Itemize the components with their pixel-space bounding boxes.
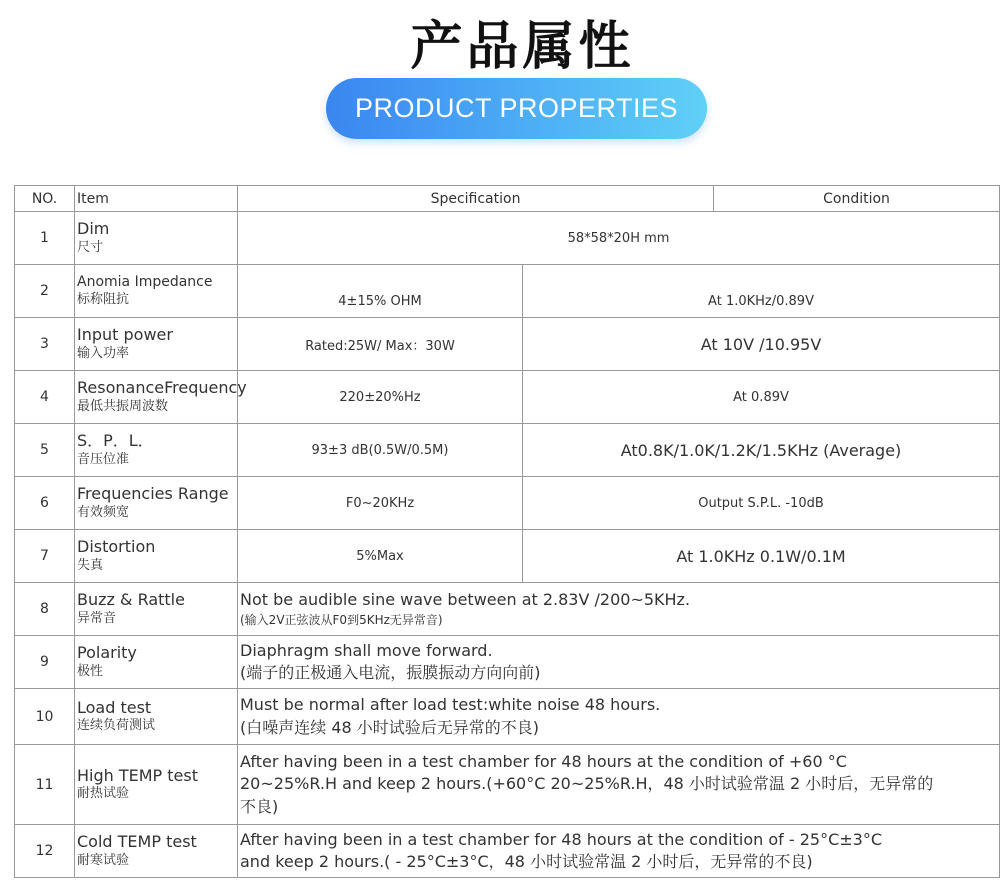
item-name-zh: 极性 (77, 663, 104, 679)
item-name-zh: 最低共振周波数 (77, 398, 169, 414)
item-cell (75, 583, 238, 636)
spec-line-mixed: and keep 2 hours.( - 25°C±3°C，48 小时试验常温 2 小时后，无异常的不良) (240, 852, 813, 871)
spec-line-zh: (输入2V正弦波从F0到5KHz无异常音) (240, 612, 443, 627)
spec-cell: 220±20%Hz (238, 371, 523, 424)
item-name-en: Buzz & Rattle (77, 590, 185, 610)
spec-cell: F0~20KHz (238, 477, 523, 530)
properties-table-container (14, 185, 999, 885)
item-name-zh: 音压位准 (77, 451, 130, 467)
spec-line-en: After having been in a test chamber for 48 hours at the condition of +60 °C (240, 751, 847, 771)
item-cell (75, 530, 238, 583)
table-row (15, 265, 1000, 318)
item-name-zh: 耐寒试验 (77, 852, 130, 868)
item-cell (75, 689, 238, 745)
table-row (15, 318, 1000, 371)
item-name-zh: 标称阻抗 (77, 291, 130, 307)
item-name-zh: 有效频宽 (77, 504, 130, 520)
item-name-zh: 失真 (77, 557, 104, 573)
row-number: 7 (15, 530, 75, 583)
item-cell (75, 825, 238, 878)
item-cell (75, 318, 238, 371)
spec-cell: 4±15% OHM (238, 265, 523, 318)
item-cell (75, 477, 238, 530)
item-cell (75, 212, 238, 265)
spec-description-cell (238, 689, 1000, 745)
table-row (15, 583, 1000, 636)
spec-description-cell (238, 745, 1000, 825)
table-row (15, 825, 1000, 878)
section-badge-label: PRODUCT PROPERTIES (354, 93, 679, 123)
item-name-en: Polarity (77, 643, 137, 663)
row-number: 9 (15, 636, 75, 689)
condition-cell: Output S.P.L. -10dB (523, 477, 1000, 530)
spec-line-zh: (端子的正极通入电流，振膜振动方向向前) (240, 663, 541, 682)
row-number: 2 (15, 265, 75, 318)
spec-description-cell (238, 636, 1000, 689)
row-number: 4 (15, 371, 75, 424)
table-row (15, 745, 1000, 825)
spec-cell: 93±3 dB(0.5W/0.5M) (238, 424, 523, 477)
item-name-zh: 异常音 (77, 610, 117, 626)
spec-line-en: After having been in a test chamber for 48 hours at the condition of - 25°C±3°C (240, 829, 883, 849)
condition-cell: At 1.0KHz 0.1W/0.1M (523, 530, 1000, 583)
table-row (15, 477, 1000, 530)
item-name-zh: 尺寸 (77, 239, 104, 255)
row-number: 3 (15, 318, 75, 371)
header-specification: Specification (238, 186, 714, 212)
item-cell (75, 371, 247, 424)
item-cell (75, 424, 238, 477)
header-no: NO. (15, 186, 75, 212)
table-header-row (15, 186, 1000, 212)
item-name-en: Input power (77, 325, 173, 345)
table-row (15, 636, 1000, 689)
spec-description-cell (238, 583, 1000, 636)
item-name-en: Distortion (77, 537, 156, 557)
item-name-en: Load test (77, 697, 152, 717)
row-number: 10 (15, 689, 75, 745)
row-number: 11 (15, 745, 75, 825)
row-number: 8 (15, 583, 75, 636)
spec-line-en: Must be normal after load test:white noise 48 hours. (240, 695, 661, 715)
item-cell (75, 636, 238, 689)
table-row (15, 689, 1000, 745)
table-row (15, 371, 1000, 424)
row-number: 6 (15, 477, 75, 530)
item-name-en: Anomia Impedance (77, 274, 213, 291)
item-name-zh: 耐热试验 (77, 786, 130, 802)
properties-table (14, 185, 1000, 878)
condition-cell: At 1.0KHz/0.89V (523, 265, 1000, 318)
spec-line-en: Not be audible sine wave between at 2.83V /200~5KHz. (240, 590, 691, 610)
table-row (15, 424, 1000, 477)
table-row (15, 530, 1000, 583)
condition-cell: At0.8K/1.0K/1.2K/1.5KHz (Average) (523, 424, 1000, 477)
header-condition: Condition (714, 186, 1000, 212)
item-cell (75, 265, 238, 318)
header-item: Item (75, 186, 238, 212)
item-name-en: High TEMP test (77, 765, 199, 785)
spec-cell: 58*58*20H mm (238, 212, 1000, 265)
section-badge (326, 78, 707, 139)
row-number: 5 (15, 424, 75, 477)
spec-line-zh: (白噪声连续 48 小时试验后无异常的不良) (240, 717, 540, 737)
item-name-zh: 输入功率 (77, 345, 130, 361)
spec-line-en: Diaphragm shall move forward. (240, 640, 493, 660)
spec-cell: 5%Max (238, 530, 523, 583)
spec-line-tail: 不良) (240, 796, 279, 816)
item-name-en: Cold TEMP test (77, 832, 197, 852)
page-title: 产品属性 (410, 17, 635, 77)
table-row (15, 212, 1000, 265)
item-name-en: ResonanceFrequency (77, 378, 247, 398)
condition-cell: At 0.89V (523, 371, 1000, 424)
item-name-zh: 连续负荷测试 (77, 718, 156, 734)
item-cell (75, 745, 238, 825)
item-name-en: Dim (77, 219, 110, 239)
item-name-en: S．P．L． (77, 431, 154, 451)
spec-cell: Rated:25W/ Max：30W (238, 318, 523, 371)
spec-description-cell (238, 825, 1000, 878)
row-number: 1 (15, 212, 75, 265)
spec-line-mixed: 20~25%R.H and keep 2 hours.(+60°C 20~25%R.H，48 小时试验常温 2 小时后，无异常的 (240, 774, 934, 794)
item-name-en: Frequencies Range (77, 484, 229, 504)
row-number: 12 (15, 825, 75, 878)
condition-cell: At 10V /10.95V (523, 318, 1000, 371)
